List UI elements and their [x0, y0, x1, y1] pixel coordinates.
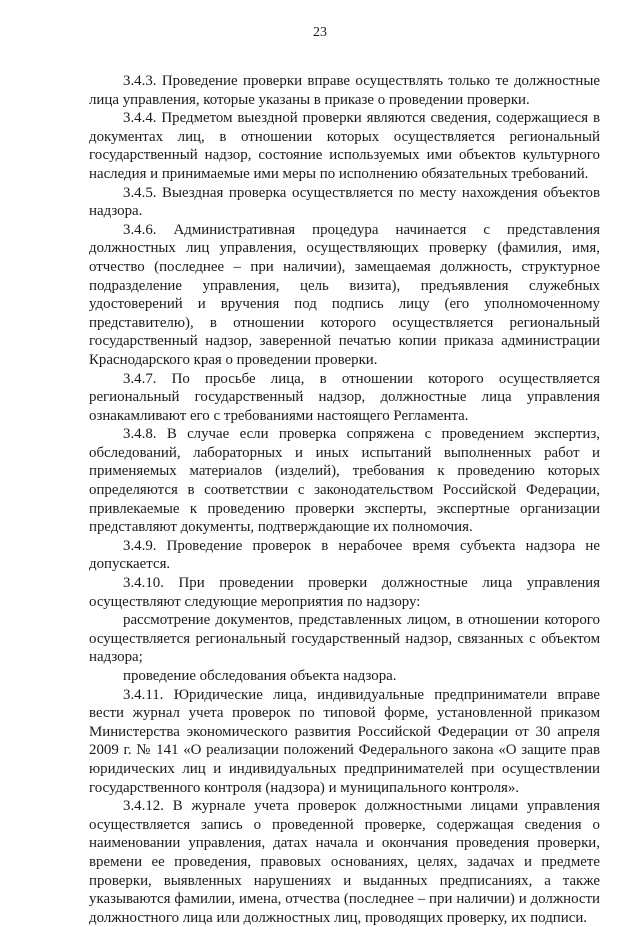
paragraph-3-4-3: 3.4.3. Проведение проверки вправе осуществлять только те должностные лица управления, которые указаны в приказе о проведении проверки. — [89, 73, 600, 108]
paragraph-3-4-10: 3.4.10. При проведении проверки должностные лица управления осуществляют следующие мероприятия по надзору: — [89, 575, 600, 610]
paragraph-3-4-9: 3.4.9. Проведение проверок в нерабочее время субъекта надзора не допускается. — [89, 537, 600, 573]
paragraph-3-4-7: 3.4.7. По просьбе лица, в отношении которого осуществляется региональный государственный надзор, должностные лица управления ознакамливают его с требованиями настоящего Регламента. — [89, 370, 600, 424]
paragraph-3-4-6: 3.4.6. Административная процедура начинается с представления должностных лиц управления, осуществляющих проверку (фамилия, имя, отчество (последнее – при наличии), замещаемая должность, структурное подразделение управления, цель визита), предъявления служебных удостоверений и вручения под подпись лицу (его уполномоченному представителю), в отношении которого осуществляется региональный государственный надзор, заверенной печатью копии приказа администрации Краснодарского края о проведении проверки. — [89, 221, 600, 368]
page-number: 23 — [313, 25, 327, 40]
paragraph-3-4-5: 3.4.5. Выездная проверка осуществляется по месту нахождения объектов надзора. — [89, 184, 600, 220]
paragraph-3-4-12: 3.4.12. В журнале учета проверок должностными лицами управления осуществляется запись о проведенной проверке, содержащая сведения о наименовании управления, датах начала и окончания проведения проверки, времени ее проведения, правовых основаниях, целях, задачах и предмете проверки, выявленных нарушениях и выданных предписаниях, а также указываются фамилии, имена, отчества (последнее – при наличии) и должности должностного лица или должностных лиц, проводящих проверку, их подписи. — [89, 798, 600, 926]
paragraph-3-4-10-item-1: рассмотрение документов, представленных лицом, в отношении которого осуществляется региональный государственный надзор, связанных с объектом надзора; — [89, 612, 600, 666]
paragraph-3-4-10-item-2: проведение обследования объекта надзора. — [123, 668, 397, 684]
document-body — [89, 72, 600, 927]
paragraph-3-4-11: 3.4.11. Юридические лица, индивидуальные предприниматели вправе вести журнал учета проверок по типовой форме, установленной приказом Министерства экономического развития Российской Федерации от 30 апреля 2009 г. № 141 «О реализации положений Федерального закона «О защите прав юридических лиц и индивидуальных предпринимателей при осуществлении государственного контроля (надзора) и муниципального контроля». — [89, 686, 600, 796]
paragraph-3-4-8: 3.4.8. В случае если проверка сопряжена с проведением экспертиз, обследований, лабораторных и иных испытаний выполненных работ и применяемых материалов (изделий), требования к проведению которых определяются в соответствии с законодательством Российской Федерации, привлекаемые к проведению проверки эксперты, экспертные организации представляют документы, подтверждающие их полномочия. — [89, 426, 600, 536]
paragraph-3-4-4: 3.4.4. Предметом выездной проверки являются сведения, содержащиеся в документах лиц, в отношении которых осуществляется региональный государственный надзор, состояние используемых ими объектов культурного наследия и принимаемые ими меры по исполнению обязательных требований. — [89, 110, 600, 182]
